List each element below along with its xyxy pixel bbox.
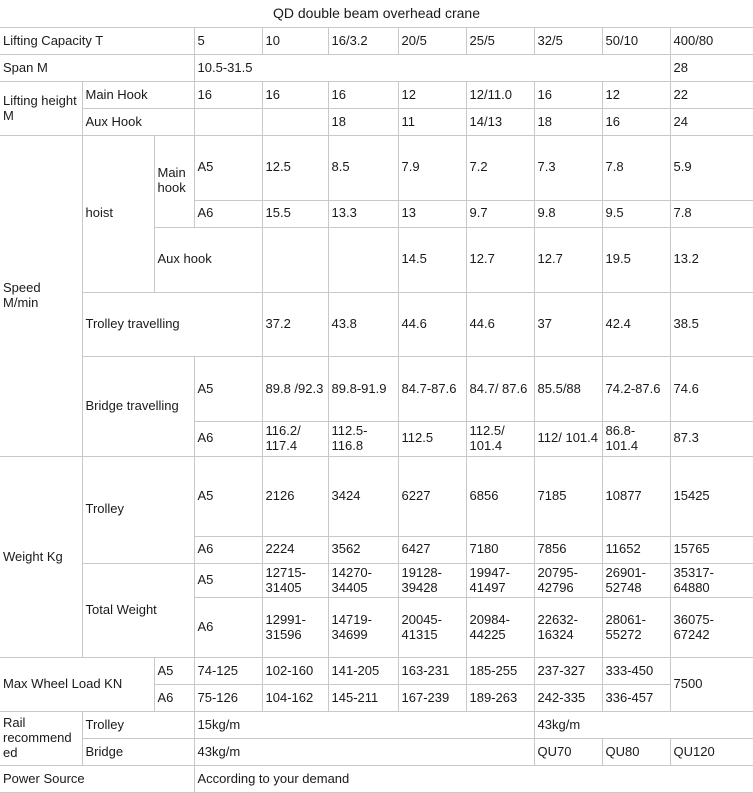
row-label-total-weight: Total Weight xyxy=(82,563,194,658)
cell-trolley-travel-c7: 38.5 xyxy=(670,292,753,357)
cell-trolley-travel-c6: 42.4 xyxy=(602,292,670,357)
cell-lifting-capacity-c6: 32/5 xyxy=(534,28,602,55)
cell-lh-aux-c8: 24 xyxy=(670,109,753,136)
row-label-hoist-aux-hook: Aux hook xyxy=(154,227,262,292)
table-row xyxy=(0,739,753,766)
cell-hoist-main-a5-c1: 12.5 xyxy=(262,136,328,201)
cell-bridge-a5-c2: 89.8-91.9 xyxy=(328,357,398,422)
cell-weight-trolley-a5-c2: 3424 xyxy=(328,456,398,536)
cell-wheel-a5-c2: 102-160 xyxy=(262,658,328,685)
cell-lh-main-c1: 16 xyxy=(194,82,262,109)
cell-bridge-a5-c4: 84.7/ 87.6 xyxy=(466,357,534,422)
cell-hoist-main-a5-c7: 5.9 xyxy=(670,136,753,201)
row-label-span: Span M xyxy=(0,55,194,82)
cell-bridge-a6-c4: 112.5/ 101.4 xyxy=(466,422,534,457)
cell-trolley-travel-c2: 43.8 xyxy=(328,292,398,357)
cell-wheel-a6-c1: 75-126 xyxy=(194,685,262,712)
cell-span-c8: 28 xyxy=(670,55,753,82)
cell-weight-trolley-a6-c7: 15765 xyxy=(670,536,753,563)
cell-total-weight-a5-c7: 35317-64880 xyxy=(670,563,753,598)
cell-lifting-capacity-c5: 25/5 xyxy=(466,28,534,55)
table-row xyxy=(0,456,753,536)
grade-a6: A6 xyxy=(194,422,262,457)
cell-hoist-main-a5-c6: 7.8 xyxy=(602,136,670,201)
cell-total-weight-a6-c4: 20984-44225 xyxy=(466,598,534,658)
table-row xyxy=(0,357,753,422)
cell-lifting-capacity-c1: 5 xyxy=(194,28,262,55)
table-row xyxy=(0,109,753,136)
cell-total-weight-a5-c6: 26901-52748 xyxy=(602,563,670,598)
cell-bridge-a5-c1: 89.8 /92.3 xyxy=(262,357,328,422)
row-label-rail-recommended: Rail recommended xyxy=(0,712,82,766)
cell-weight-trolley-a6-c6: 11652 xyxy=(602,536,670,563)
cell-rail-trolley-left: 15kg/m xyxy=(194,712,534,739)
row-label-hoist: hoist xyxy=(82,136,154,293)
cell-lifting-capacity-c7: 50/10 xyxy=(602,28,670,55)
cell-rail-bridge-c6: QU70 xyxy=(534,739,602,766)
cell-weight-trolley-a5-c5: 7185 xyxy=(534,456,602,536)
row-label-weight: Weight Kg xyxy=(0,456,82,657)
cell-hoist-main-a5-c4: 7.2 xyxy=(466,136,534,201)
cell-hoist-main-a6-c3: 13 xyxy=(398,200,466,227)
row-label-power-source: Power Source xyxy=(0,766,194,793)
cell-lifting-capacity-c8: 400/80 xyxy=(670,28,753,55)
cell-trolley-travel-c1: 37.2 xyxy=(262,292,328,357)
cell-hoist-main-a5-c2: 8.5 xyxy=(328,136,398,201)
cell-bridge-a5-c6: 74.2-87.6 xyxy=(602,357,670,422)
page-title: QD double beam overhead crane xyxy=(272,5,481,21)
cell-bridge-a6-c5: 112/ 101.4 xyxy=(534,422,602,457)
cell-weight-trolley-a5-c4: 6856 xyxy=(466,456,534,536)
cell-hoist-main-a6-c2: 13.3 xyxy=(328,200,398,227)
cell-wheel-a6-c7: 336-457 xyxy=(602,685,670,712)
row-label-hoist-main-hook: Main hook xyxy=(154,136,194,228)
cell-lh-aux-c6: 18 xyxy=(534,109,602,136)
cell-lh-aux-c7: 16 xyxy=(602,109,670,136)
cell-rail-trolley-right: 43kg/m xyxy=(534,712,753,739)
cell-hoist-aux-c7: 13.2 xyxy=(670,227,753,292)
cell-bridge-a6-c3: 112.5 xyxy=(398,422,466,457)
row-label-trolley-travelling: Trolley travelling xyxy=(82,292,262,357)
table-row xyxy=(0,82,753,109)
cell-total-weight-a6-c6: 28061-55272 xyxy=(602,598,670,658)
cell-hoist-main-a6-c6: 9.5 xyxy=(602,200,670,227)
cell-lh-aux-c5: 14/13 xyxy=(466,109,534,136)
cell-hoist-main-a6-c5: 9.8 xyxy=(534,200,602,227)
cell-weight-trolley-a6-c4: 7180 xyxy=(466,536,534,563)
cell-lh-main-c5: 12/11.0 xyxy=(466,82,534,109)
cell-weight-trolley-a5-c1: 2126 xyxy=(262,456,328,536)
cell-hoist-main-a6-c1: 15.5 xyxy=(262,200,328,227)
cell-span-value: 10.5-31.5 xyxy=(194,55,670,82)
cell-rail-bridge-left: 43kg/m xyxy=(194,739,534,766)
cell-wheel-a5-c6: 237-327 xyxy=(534,658,602,685)
cell-wheel-a5-c3: 141-205 xyxy=(328,658,398,685)
grade-a5: A5 xyxy=(194,563,262,598)
cell-lh-main-c2: 16 xyxy=(262,82,328,109)
cell-rail-bridge-c8: QU120 xyxy=(670,739,753,766)
cell-weight-trolley-a5-c7: 15425 xyxy=(670,456,753,536)
cell-weight-trolley-a6-c2: 3562 xyxy=(328,536,398,563)
cell-wheel-a6-c3: 145-211 xyxy=(328,685,398,712)
cell-total-weight-a5-c5: 20795-42796 xyxy=(534,563,602,598)
cell-lh-main-c8: 22 xyxy=(670,82,753,109)
row-label-rail-trolley: Trolley xyxy=(82,712,194,739)
cell-hoist-aux-c4: 12.7 xyxy=(466,227,534,292)
table-row xyxy=(0,55,753,82)
row-label-lifting-capacity: Lifting Capacity T xyxy=(0,28,194,55)
cell-lifting-capacity-c3: 16/3.2 xyxy=(328,28,398,55)
cell-rail-bridge-c7: QU80 xyxy=(602,739,670,766)
grade-a5: A5 xyxy=(194,136,262,201)
cell-lh-main-c4: 12 xyxy=(398,82,466,109)
cell-bridge-a6-c2: 112.5-116.8 xyxy=(328,422,398,457)
cell-hoist-main-a5-c5: 7.3 xyxy=(534,136,602,201)
cell-wheel-a6-c4: 167-239 xyxy=(398,685,466,712)
cell-hoist-main-a5-c3: 7.9 xyxy=(398,136,466,201)
cell-lifting-capacity-c2: 10 xyxy=(262,28,328,55)
cell-lh-aux-c4: 11 xyxy=(398,109,466,136)
cell-hoist-aux-c5: 12.7 xyxy=(534,227,602,292)
row-label-bridge-travelling: Bridge travelling xyxy=(82,357,194,457)
table-row xyxy=(0,712,753,739)
row-label-main-hook: Main Hook xyxy=(82,82,194,109)
cell-total-weight-a5-c3: 19128-39428 xyxy=(398,563,466,598)
grade-a5: A5 xyxy=(154,658,194,685)
cell-lifting-capacity-c4: 20/5 xyxy=(398,28,466,55)
cell-power-source-value: According to your demand xyxy=(194,766,753,793)
cell-total-weight-a6-c1: 12991-31596 xyxy=(262,598,328,658)
row-label-lifting-height: Lifting height M xyxy=(0,82,82,136)
cell-hoist-aux-c6: 19.5 xyxy=(602,227,670,292)
cell-weight-trolley-a6-c1: 2224 xyxy=(262,536,328,563)
cell-total-weight-a6-c7: 36075-67242 xyxy=(670,598,753,658)
cell-hoist-main-a6-c4: 9.7 xyxy=(466,200,534,227)
cell-trolley-travel-c5: 37 xyxy=(534,292,602,357)
cell-total-weight-a5-c1: 12715-31405 xyxy=(262,563,328,598)
table-row xyxy=(0,658,753,685)
grade-a5: A5 xyxy=(194,456,262,536)
cell-lh-main-c6: 16 xyxy=(534,82,602,109)
cell-total-weight-a6-c3: 20045-41315 xyxy=(398,598,466,658)
cell-wheel-a6-c6: 242-335 xyxy=(534,685,602,712)
cell-total-weight-a6-c2: 14719-34699 xyxy=(328,598,398,658)
cell-trolley-travel-c4: 44.6 xyxy=(466,292,534,357)
cell-wheel-a6-c2: 104-162 xyxy=(262,685,328,712)
grade-a6: A6 xyxy=(154,685,194,712)
cell-wheel-a5-c5: 185-255 xyxy=(466,658,534,685)
cell-bridge-a6-c1: 116.2/ 117.4 xyxy=(262,422,328,457)
cell-wheel-a5-c4: 163-231 xyxy=(398,658,466,685)
cell-hoist-aux-c3: 14.5 xyxy=(398,227,466,292)
cell-weight-trolley-a5-c3: 6227 xyxy=(398,456,466,536)
table-row xyxy=(0,136,753,201)
cell-lh-main-c3: 16 xyxy=(328,82,398,109)
grade-a6: A6 xyxy=(194,200,262,227)
cell-total-weight-a6-c5: 22632-16324 xyxy=(534,598,602,658)
row-label-max-wheel-load: Max Wheel Load KN xyxy=(0,658,154,712)
cell-bridge-a6-c7: 87.3 xyxy=(670,422,753,457)
row-label-speed: Speed M/min xyxy=(0,136,82,457)
grade-a6: A6 xyxy=(194,598,262,658)
table-row xyxy=(0,766,753,793)
cell-bridge-a5-c3: 84.7-87.6 xyxy=(398,357,466,422)
grade-a5: A5 xyxy=(194,357,262,422)
cell-hoist-aux-c2 xyxy=(328,227,398,292)
cell-bridge-a5-c5: 85.5/88 xyxy=(534,357,602,422)
table-row xyxy=(0,28,753,55)
cell-weight-trolley-a6-c3: 6427 xyxy=(398,536,466,563)
grade-a6: A6 xyxy=(194,536,262,563)
row-label-weight-trolley: Trolley xyxy=(82,456,194,563)
cell-lh-aux-c1 xyxy=(194,109,262,136)
cell-bridge-a5-c7: 74.6 xyxy=(670,357,753,422)
cell-bridge-a6-c6: 86.8-101.4 xyxy=(602,422,670,457)
cell-total-weight-a5-c4: 19947-41497 xyxy=(466,563,534,598)
cell-lh-main-c7: 12 xyxy=(602,82,670,109)
row-label-rail-bridge: Bridge xyxy=(82,739,194,766)
cell-hoist-main-a6-c7: 7.8 xyxy=(670,200,753,227)
cell-wheel-a5-c1: 74-125 xyxy=(194,658,262,685)
cell-total-weight-a5-c2: 14270-34405 xyxy=(328,563,398,598)
cell-wheel-c8: 7500 xyxy=(670,658,753,712)
cell-lh-aux-c3: 18 xyxy=(328,109,398,136)
cell-weight-trolley-a5-c6: 10877 xyxy=(602,456,670,536)
cell-wheel-a6-c5: 189-263 xyxy=(466,685,534,712)
specification-table xyxy=(0,27,753,793)
cell-trolley-travel-c3: 44.6 xyxy=(398,292,466,357)
row-label-aux-hook: Aux Hook xyxy=(82,109,194,136)
cell-wheel-a5-c7: 333-450 xyxy=(602,658,670,685)
cell-hoist-aux-c1 xyxy=(262,227,328,292)
cell-lh-aux-c2 xyxy=(262,109,328,136)
cell-weight-trolley-a6-c5: 7856 xyxy=(534,536,602,563)
